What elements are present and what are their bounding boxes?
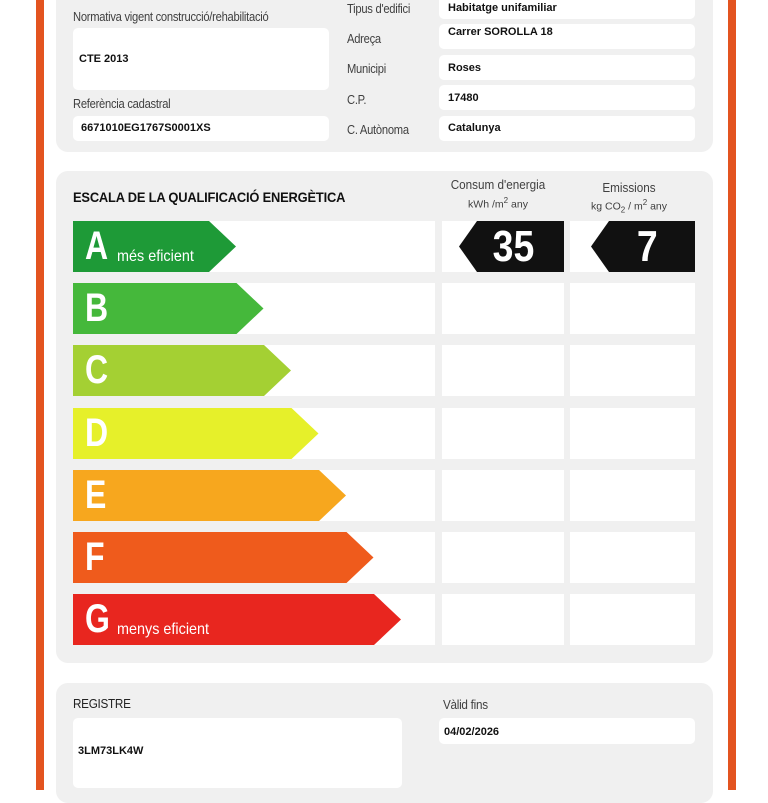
consum-cell: [442, 532, 564, 583]
class-description: menys eficient: [117, 621, 210, 638]
cp-value: 17480: [448, 92, 479, 104]
class-letter: B: [85, 286, 109, 330]
valid-label: Vàlid fins: [443, 697, 488, 712]
consum-cell: [442, 345, 564, 396]
scale-title: ESCALA DE LA QUALIFICACIÓ ENERGÈTICA: [73, 189, 346, 205]
registre-label: REGISTRE: [73, 696, 131, 711]
emissions-cell: [570, 408, 695, 459]
normativa-value: CTE 2013: [79, 53, 129, 65]
consum-cell: [442, 283, 564, 334]
valid-value: 04/02/2026: [444, 726, 500, 738]
comunitat-value: Catalunya: [448, 122, 501, 134]
class-letter: C: [85, 348, 109, 392]
energy-class-c-arrow: [73, 345, 291, 396]
cp-label: C.P.: [347, 92, 367, 107]
consum-value: 35: [492, 222, 535, 271]
consum-rating-badge: [459, 221, 564, 272]
energy-class-a-arrow: [73, 221, 236, 272]
emissions-cell: [570, 283, 695, 334]
class-letter: A: [85, 224, 109, 268]
class-description: més eficient: [117, 248, 194, 265]
comunitat-label: C. Autònoma: [347, 122, 409, 137]
energy-class-e-arrow: [73, 470, 346, 521]
emissions-cell: [570, 470, 695, 521]
municipi-value: Roses: [448, 62, 482, 74]
adreca-label: Adreça: [347, 31, 381, 46]
emissions-header: [570, 180, 688, 215]
emis-value: 7: [636, 222, 658, 271]
emissions-cell: [570, 594, 695, 645]
tipus-edifici-value: Habitatge unifamiliar: [448, 2, 557, 14]
referencia-value: 6671010EG1767S0001XS: [81, 122, 211, 134]
referencia-label: Referència cadastral: [73, 96, 171, 111]
registre-value: 3LM73LK4W: [78, 745, 144, 757]
energy-class-d-arrow: [73, 408, 319, 459]
consum-head-label: Consum d'energia: [450, 177, 546, 192]
emis-unit: kg $CO_2 / m^2$ any: [590, 198, 668, 215]
emissions-cell: [570, 345, 695, 396]
consum-unit: kWh $/m^2$ any: [468, 196, 528, 211]
emissions-rating-badge: [591, 221, 695, 272]
class-letter: E: [85, 473, 107, 517]
emissions-cell: [570, 532, 695, 583]
energy-class-g-arrow: [73, 594, 401, 645]
energy-class-b-arrow: [73, 283, 264, 334]
consum-cell: [442, 470, 564, 521]
adreca-value: Carrer SOROLLA 18: [448, 26, 553, 38]
consum-header: [440, 177, 556, 211]
class-letter: F: [85, 535, 105, 579]
emis-head-label: Emissions: [602, 180, 656, 195]
class-letter: G: [85, 597, 110, 641]
municipi-label: Municipi: [347, 61, 386, 76]
class-letter: D: [85, 411, 109, 455]
tipus-edifici-label: Tipus d'edifici: [347, 1, 411, 16]
consum-cell: [442, 408, 564, 459]
consum-cell: [442, 594, 564, 645]
energy-class-f-arrow: [73, 532, 374, 583]
normativa-label: Normativa vigent construcció/rehabilitació: [73, 9, 269, 24]
